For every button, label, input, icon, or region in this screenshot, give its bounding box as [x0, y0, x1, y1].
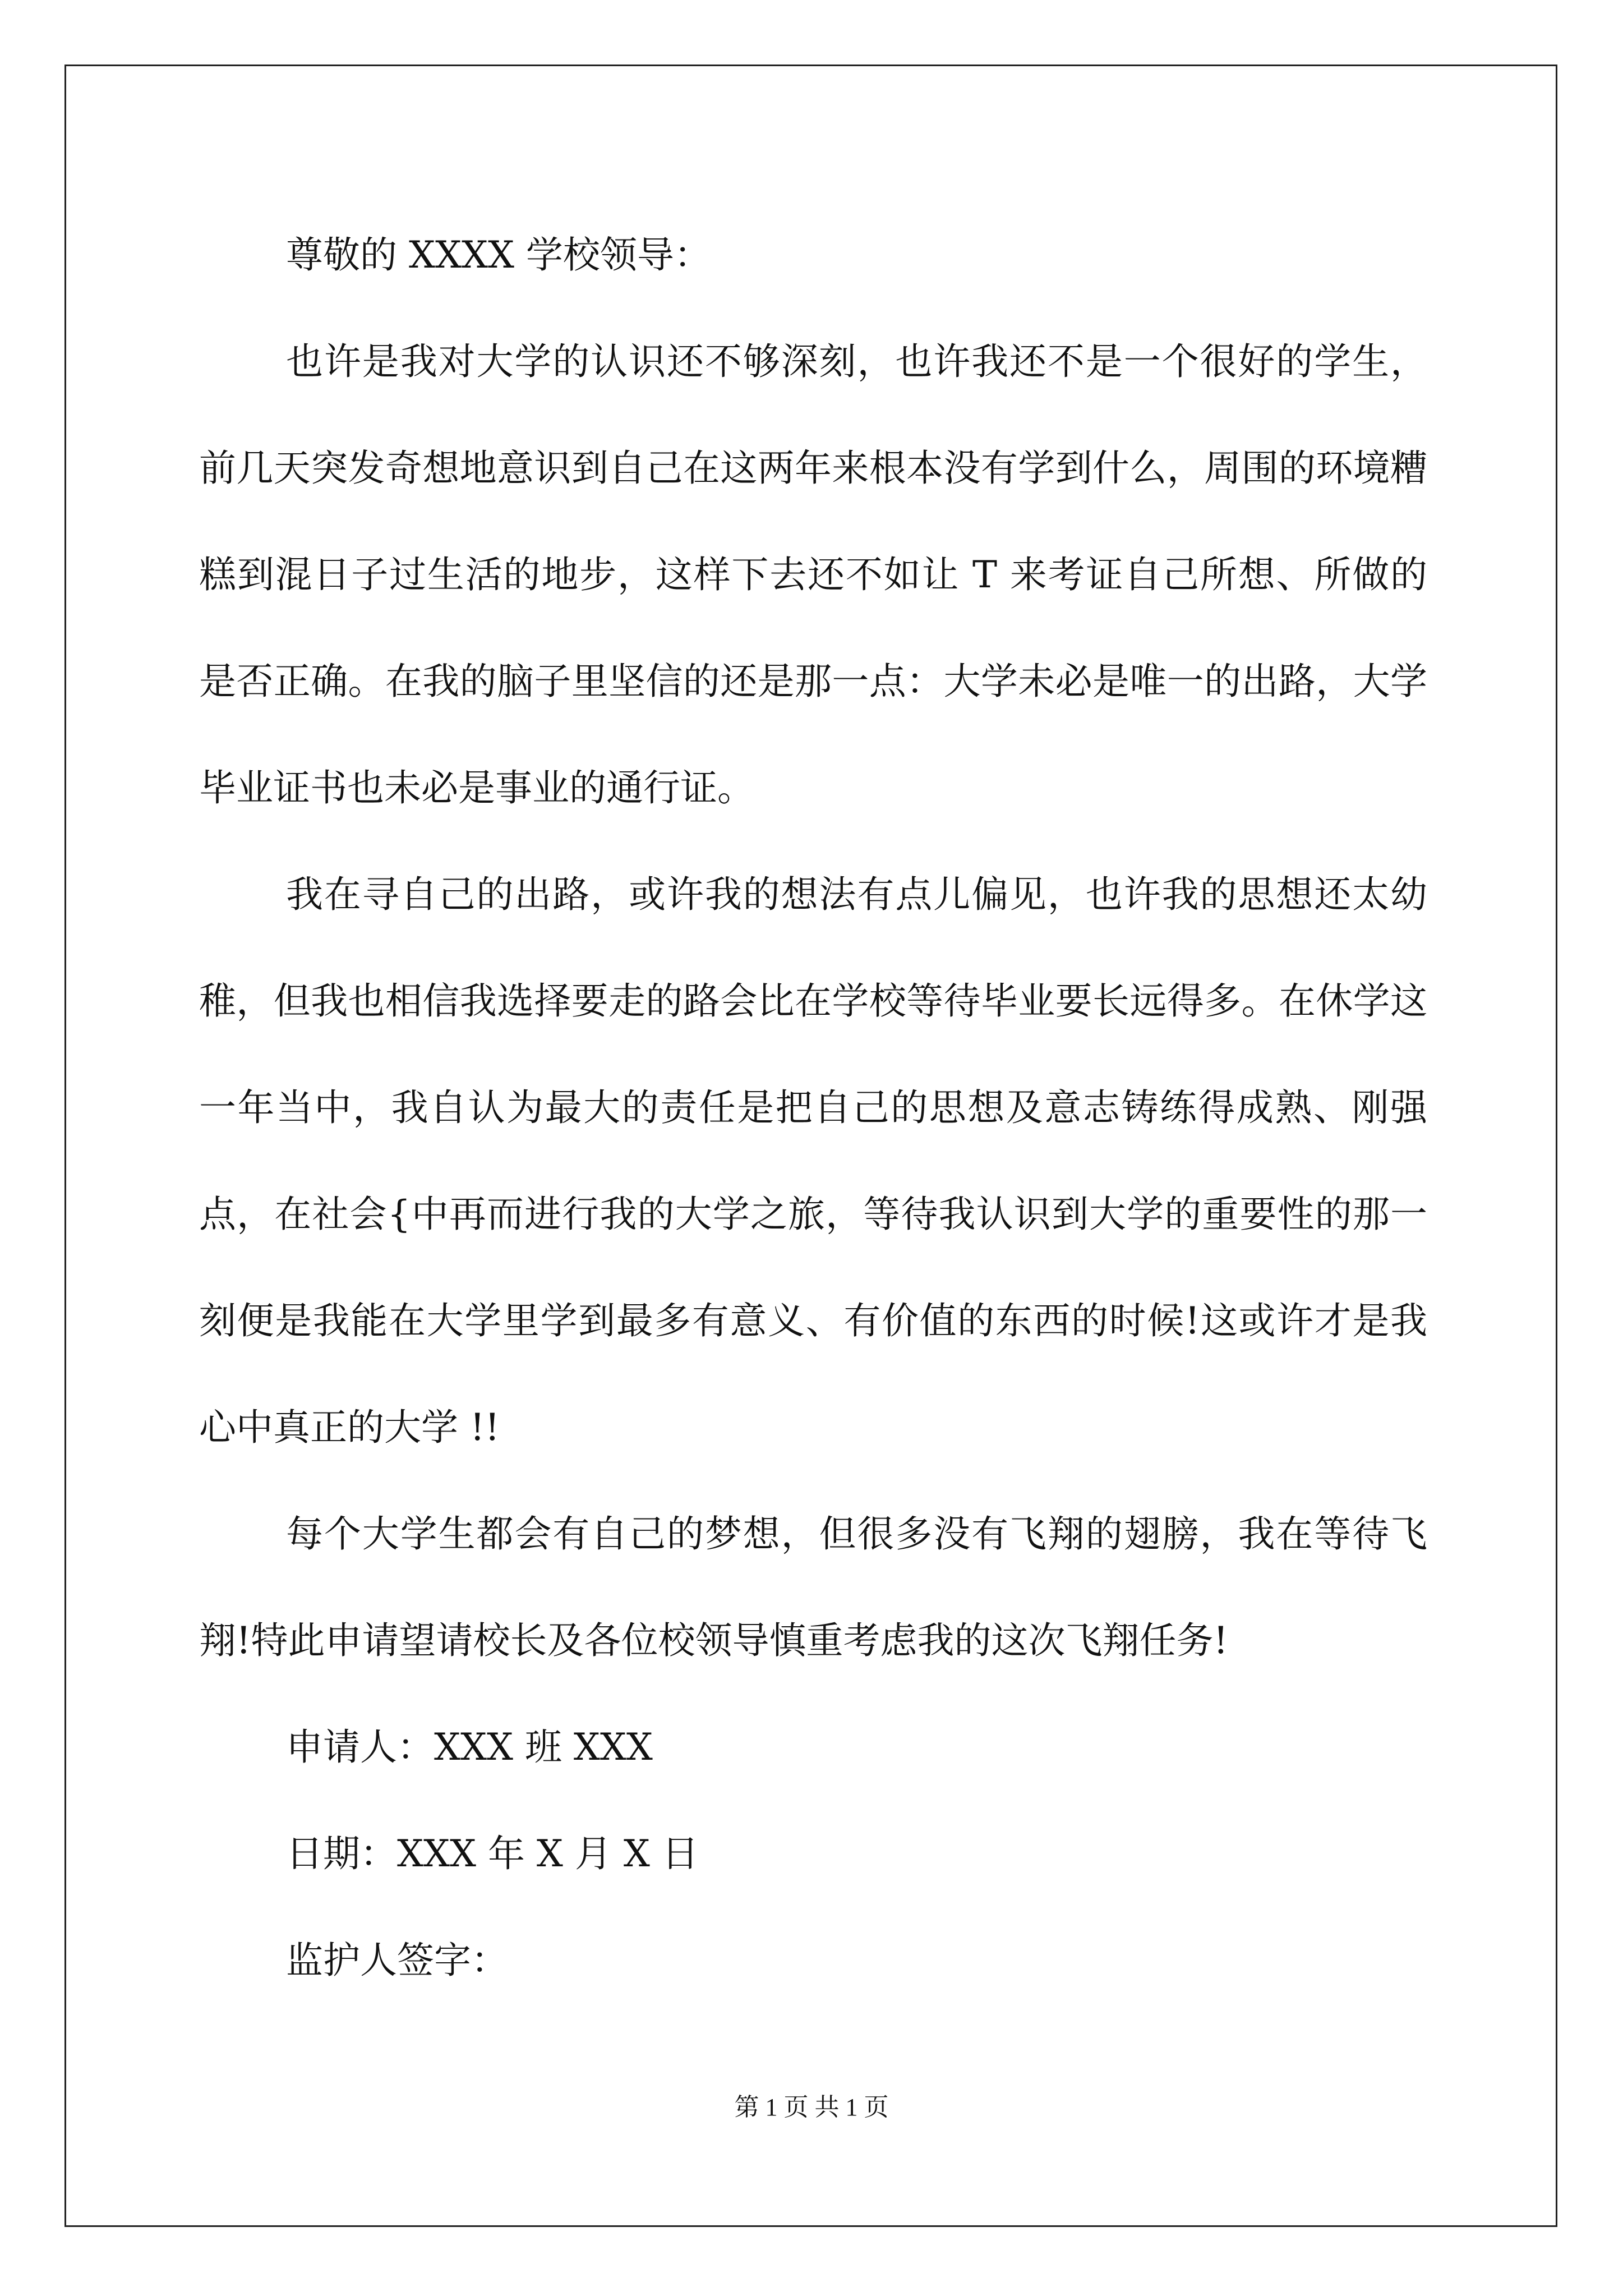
paragraph-1: 也许是我对大学的认识还不够深刻，也许我还不是一个很好的学生，前几天突发奇想地意识到自己在这两年来根本没有学到什么，周围的环境糟糕到混日子过生活的地步，这样下去还不如让 T 来考证自己所想、所做的是否正确。在我的脑子里坚信的还是那一点：大学未必是唯一的出路，大学毕业证书也未必是事业的通行证。 — [199, 340, 1427, 809]
paragraph-3: 每个大学生都会有自己的梦想，但很多没有飞翔的翅膀，我在等待飞翔!特此申请望请校长及各位校领导慎重考虑我的这次飞翔任务! — [199, 1512, 1427, 1662]
guardian-signature-line: 监护人签字： — [286, 1939, 508, 1982]
applicant-line: 申请人：XXX 班 XXX — [286, 1726, 653, 1769]
document-body — [199, 202, 1427, 2014]
page-footer: 第 1 页 共 1 页 — [734, 2093, 889, 2121]
date-line: 日期：XXX 年 X 月 X 日 — [286, 1832, 699, 1875]
paragraph-2: 我在寻自己的出路，或许我的想法有点儿偏见，也许我的思想还太幼稚，但我也相信我选择要走的路会比在学校等待毕业要长远得多。在休学这一年当中，我自认为最大的责任是把自己的思想及意志铸练得成熟、刚强点，在社会{中再而进行我的大学之旅，等待我认识到大学的重要性的那一刻便是我能在大学里学到最多有意义、有价值的东西的时候!这或许才是我心中真正的大学 !! — [199, 873, 1427, 1449]
salutation: 尊敬的 XXXX 学校领导： — [286, 233, 711, 277]
